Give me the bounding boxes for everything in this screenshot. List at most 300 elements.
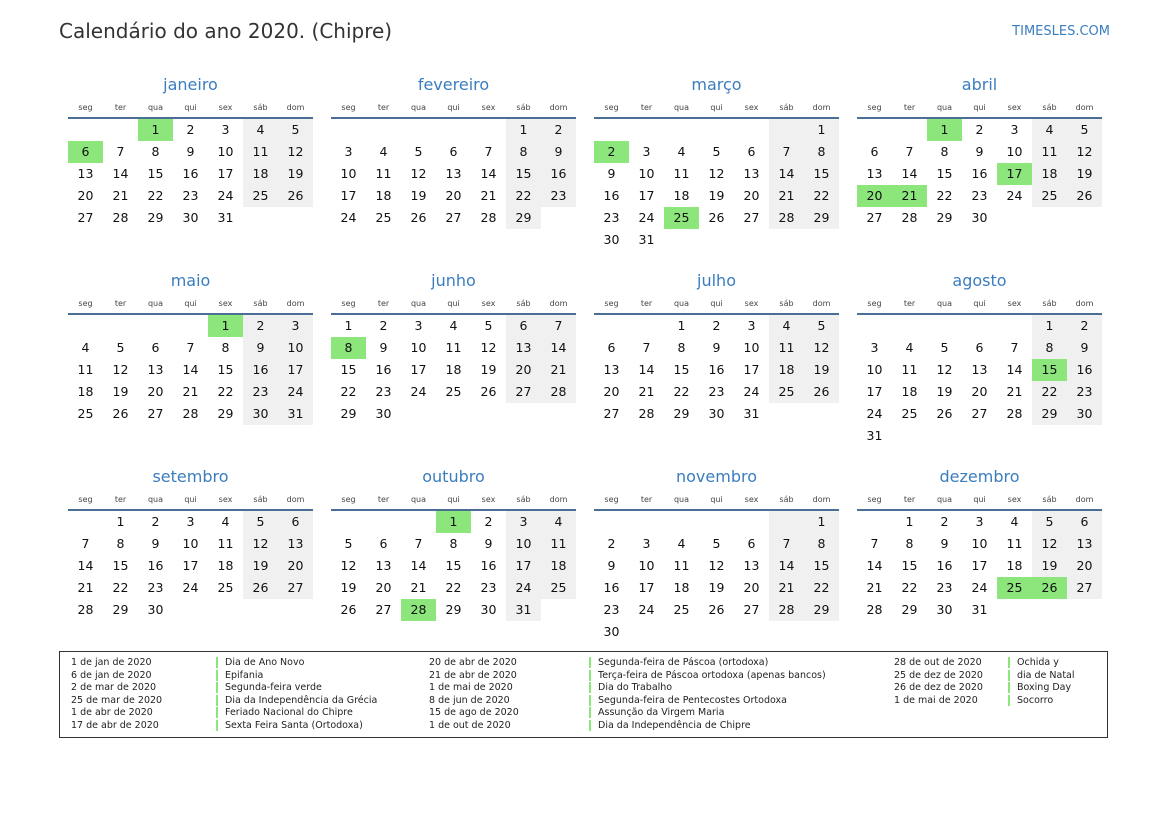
day-cell: 17 <box>410 362 427 377</box>
day-cell: 1 <box>677 318 686 333</box>
day-cell: 24 <box>1006 188 1023 203</box>
weekday-label: ter <box>903 103 916 112</box>
legend-holiday-name: Dia da Independência de Chipre <box>589 720 751 731</box>
legend-date: 1 de out de 2020 <box>429 719 511 731</box>
empty-cell <box>629 511 664 533</box>
day-cell: 12 <box>112 362 129 377</box>
day-cell: 11 <box>673 166 690 181</box>
day-cell: 9 <box>186 144 195 159</box>
weekday-label: sáb <box>253 299 268 308</box>
day-cell: 30 <box>480 602 497 617</box>
month-fevereiro <box>331 73 576 269</box>
day-cell: 28 <box>541 381 576 403</box>
day-cell: 21 <box>112 188 129 203</box>
day-cell: 6 <box>151 340 160 355</box>
empty-cell <box>331 511 366 533</box>
day-cell: 18 <box>243 163 278 185</box>
day-cell: 19 <box>112 384 129 399</box>
day-cell: 12 <box>278 141 313 163</box>
empty-cell <box>103 119 138 141</box>
day-cell: 13 <box>743 558 760 573</box>
day-cell: 7 <box>769 533 804 555</box>
weekday-label: qui <box>184 103 197 112</box>
day-cell: 28 <box>769 207 804 229</box>
day-cell: 30 <box>182 210 199 225</box>
day-cell: 19 <box>480 362 497 377</box>
day-cell: 15 <box>340 362 357 377</box>
weekday-label: qua <box>410 103 427 112</box>
day-cell: 2 <box>940 514 949 529</box>
day-cell: 3 <box>975 514 984 529</box>
empty-cell <box>68 511 103 533</box>
month-julho <box>594 269 839 465</box>
day-cell: 8 <box>804 533 839 555</box>
weekday-label: qui <box>447 495 460 504</box>
day-cell: 3 <box>186 514 195 529</box>
day-cell: 12 <box>936 362 953 377</box>
day-grid <box>68 315 313 425</box>
day-cell: 13 <box>866 166 883 181</box>
day-cell: 22 <box>901 580 918 595</box>
day-cell: 17 <box>866 384 883 399</box>
day-cell: 17 <box>278 359 313 381</box>
day-cell: 31 <box>278 403 313 425</box>
weekday-label: dom <box>812 495 831 504</box>
day-cell: 23 <box>375 384 392 399</box>
day-cell: 20 <box>506 359 541 381</box>
day-cell: 18 <box>673 580 690 595</box>
day-cell: 5 <box>278 119 313 141</box>
day-cell: 10 <box>217 144 234 159</box>
legend-holiday-name: Assunção da Virgem Maria <box>589 707 724 718</box>
day-cell: 1 <box>804 119 839 141</box>
month-setembro <box>68 465 313 661</box>
legend-date: 1 de jan de 2020 <box>71 657 152 668</box>
day-cell: 5 <box>116 340 125 355</box>
holiday-day: 6 <box>68 141 103 163</box>
month-name: dezembro <box>939 467 1020 486</box>
site-link[interactable]: TIMESLES.COM <box>1012 24 1110 39</box>
day-grid <box>331 119 576 229</box>
day-cell: 27 <box>866 210 883 225</box>
empty-cell <box>629 315 664 337</box>
day-cell: 18 <box>1006 558 1023 573</box>
weekday-label: qui <box>447 299 460 308</box>
day-cell: 13 <box>147 362 164 377</box>
day-cell: 17 <box>638 188 655 203</box>
weekday-label: dom <box>549 495 568 504</box>
weekday-label: qua <box>936 299 953 308</box>
weekday-label: seg <box>604 103 619 112</box>
day-cell: 20 <box>147 384 164 399</box>
weekday-label: dom <box>286 103 305 112</box>
weekday-label: sex <box>744 103 759 112</box>
day-cell: 11 <box>901 362 918 377</box>
day-cell: 15 <box>217 362 234 377</box>
day-cell: 12 <box>1032 533 1067 555</box>
legend-holiday-name: Boxing Day <box>1008 682 1071 693</box>
weekday-label: qua <box>673 495 690 504</box>
day-cell: 4 <box>769 315 804 337</box>
day-cell: 6 <box>975 340 984 355</box>
day-cell: 8 <box>506 141 541 163</box>
weekday-label: sáb <box>779 103 794 112</box>
day-cell: 11 <box>243 141 278 163</box>
day-cell: 15 <box>901 558 918 573</box>
day-cell: 9 <box>975 144 984 159</box>
day-cell: 26 <box>340 602 357 617</box>
day-cell: 2 <box>151 514 160 529</box>
day-cell: 5 <box>344 536 353 551</box>
month-name: outubro <box>422 467 485 486</box>
legend-date: 25 de dez de 2020 <box>894 669 983 681</box>
empty-cell <box>664 511 699 533</box>
legend-holiday-name: Sexta Feira Santa (Ortodoxa) <box>216 720 363 731</box>
day-cell: 7 <box>541 315 576 337</box>
day-cell: 2 <box>541 119 576 141</box>
day-cell: 19 <box>278 163 313 185</box>
day-cell: 25 <box>243 185 278 207</box>
month-name: junho <box>431 271 476 290</box>
day-cell: 30 <box>936 602 953 617</box>
day-cell: 13 <box>77 166 94 181</box>
day-grid <box>68 511 313 621</box>
day-cell: 2 <box>712 318 721 333</box>
day-cell: 28 <box>769 599 804 621</box>
day-cell: 9 <box>379 340 388 355</box>
weekday-label: qui <box>447 103 460 112</box>
day-cell: 16 <box>971 166 988 181</box>
day-cell: 17 <box>743 362 760 377</box>
weekday-label: dom <box>286 495 305 504</box>
day-cell: 9 <box>541 141 576 163</box>
weekday-header <box>68 491 313 511</box>
day-cell: 30 <box>971 210 988 225</box>
month-name: novembro <box>676 467 757 486</box>
empty-cell <box>68 315 103 337</box>
day-cell: 3 <box>221 122 230 137</box>
day-cell: 15 <box>673 362 690 377</box>
weekday-label: sex <box>218 495 233 504</box>
day-cell: 8 <box>116 536 125 551</box>
day-cell: 3 <box>747 318 756 333</box>
day-cell: 13 <box>743 166 760 181</box>
weekday-label: ter <box>640 495 653 504</box>
weekday-label: ter <box>903 495 916 504</box>
day-grid <box>857 511 1102 621</box>
legend-holiday-name: dia de Natal <box>1008 670 1075 681</box>
day-cell: 14 <box>410 558 427 573</box>
day-cell: 4 <box>449 318 458 333</box>
day-cell: 29 <box>673 406 690 421</box>
day-cell: 7 <box>870 536 879 551</box>
day-cell: 12 <box>804 337 839 359</box>
day-cell: 9 <box>607 166 616 181</box>
weekday-label: sáb <box>779 299 794 308</box>
day-cell: 17 <box>506 555 541 577</box>
weekday-label: seg <box>341 299 356 308</box>
day-cell: 5 <box>1067 119 1102 141</box>
weekday-label: dom <box>812 299 831 308</box>
day-cell: 7 <box>484 144 493 159</box>
day-cell: 28 <box>112 210 129 225</box>
weekday-label: sáb <box>516 299 531 308</box>
day-cell: 20 <box>1067 555 1102 577</box>
day-cell: 19 <box>1032 555 1067 577</box>
day-cell: 7 <box>414 536 423 551</box>
day-cell: 29 <box>147 210 164 225</box>
holiday-day: 1 <box>138 119 173 141</box>
day-cell: 24 <box>971 580 988 595</box>
day-cell: 6 <box>607 340 616 355</box>
holiday-day: 20 <box>857 185 892 207</box>
day-cell: 27 <box>971 406 988 421</box>
day-cell: 25 <box>77 406 94 421</box>
day-cell: 16 <box>603 188 620 203</box>
day-cell: 3 <box>1010 122 1019 137</box>
empty-cell <box>699 511 734 533</box>
day-cell: 29 <box>936 210 953 225</box>
day-cell: 22 <box>506 185 541 207</box>
legend-date: 2 de mar de 2020 <box>71 682 157 693</box>
empty-cell <box>857 119 892 141</box>
legend-dates-column <box>71 657 162 732</box>
day-cell: 4 <box>677 536 686 551</box>
empty-cell <box>962 315 997 337</box>
day-cell: 26 <box>243 577 278 599</box>
day-cell: 19 <box>804 359 839 381</box>
day-cell: 3 <box>278 315 313 337</box>
weekday-label: seg <box>78 299 93 308</box>
day-cell: 13 <box>603 362 620 377</box>
empty-cell <box>68 119 103 141</box>
day-cell: 10 <box>1006 144 1023 159</box>
legend-date: 8 de jun de 2020 <box>429 694 510 706</box>
day-cell: 11 <box>541 533 576 555</box>
day-cell: 4 <box>81 340 90 355</box>
weekday-label: qui <box>973 495 986 504</box>
day-cell: 9 <box>484 536 493 551</box>
day-cell: 27 <box>445 210 462 225</box>
day-cell: 1 <box>344 318 353 333</box>
day-cell: 14 <box>112 166 129 181</box>
day-cell: 22 <box>445 580 462 595</box>
day-cell: 13 <box>445 166 462 181</box>
day-cell: 3 <box>344 144 353 159</box>
day-cell: 6 <box>278 511 313 533</box>
weekday-label: seg <box>604 299 619 308</box>
day-cell: 16 <box>480 558 497 573</box>
legend-date: 26 de dez de 2020 <box>894 682 983 693</box>
day-cell: 7 <box>81 536 90 551</box>
day-cell: 10 <box>506 533 541 555</box>
holiday-day: 2 <box>594 141 629 163</box>
day-cell: 2 <box>607 536 616 551</box>
day-cell: 21 <box>638 384 655 399</box>
empty-cell <box>699 119 734 141</box>
day-cell: 23 <box>603 602 620 617</box>
weekday-label: dom <box>812 103 831 112</box>
day-cell: 12 <box>480 340 497 355</box>
day-cell: 1 <box>506 119 541 141</box>
weekday-label: sáb <box>516 495 531 504</box>
day-cell: 8 <box>151 144 160 159</box>
day-cell: 19 <box>243 555 278 577</box>
day-cell: 14 <box>182 362 199 377</box>
weekday-label: ter <box>640 299 653 308</box>
day-cell: 10 <box>638 166 655 181</box>
day-cell: 26 <box>1067 185 1102 207</box>
weekday-label: ter <box>640 103 653 112</box>
day-cell: 17 <box>182 558 199 573</box>
day-cell: 11 <box>445 340 462 355</box>
day-cell: 15 <box>804 555 839 577</box>
day-cell: 25 <box>375 210 392 225</box>
day-cell: 29 <box>804 599 839 621</box>
day-cell: 16 <box>936 558 953 573</box>
day-cell: 13 <box>971 362 988 377</box>
weekday-header <box>331 491 576 511</box>
legend-date: 21 de abr de 2020 <box>429 669 517 681</box>
day-cell: 27 <box>743 602 760 617</box>
day-cell: 26 <box>708 210 725 225</box>
day-cell: 16 <box>243 359 278 381</box>
empty-cell <box>138 315 173 337</box>
weekday-label: seg <box>867 495 882 504</box>
empty-cell <box>594 315 629 337</box>
day-cell: 2 <box>379 318 388 333</box>
day-cell: 24 <box>278 381 313 403</box>
day-cell: 28 <box>480 210 497 225</box>
day-cell: 14 <box>638 362 655 377</box>
day-cell: 31 <box>866 428 883 443</box>
weekday-label: seg <box>867 299 882 308</box>
day-cell: 13 <box>375 558 392 573</box>
weekday-label: sex <box>1007 299 1022 308</box>
day-cell: 20 <box>971 384 988 399</box>
day-cell: 10 <box>182 536 199 551</box>
weekday-label: seg <box>341 495 356 504</box>
day-cell: 27 <box>375 602 392 617</box>
day-cell: 2 <box>1067 315 1102 337</box>
empty-cell <box>769 119 804 141</box>
weekday-label: seg <box>867 103 882 112</box>
day-cell: 30 <box>375 406 392 421</box>
legend-holiday-name: Ochida y <box>1008 657 1059 668</box>
day-cell: 2 <box>243 315 278 337</box>
day-cell: 17 <box>340 188 357 203</box>
legend-names-column <box>589 657 826 732</box>
day-cell: 5 <box>712 144 721 159</box>
day-cell: 12 <box>243 533 278 555</box>
day-cell: 22 <box>804 185 839 207</box>
day-cell: 23 <box>541 185 576 207</box>
month-name: agosto <box>952 271 1007 290</box>
holiday-legend <box>59 651 1108 738</box>
day-cell: 28 <box>638 406 655 421</box>
month-abril <box>857 73 1102 269</box>
weekday-header <box>857 491 1102 511</box>
day-grid <box>331 315 576 425</box>
day-cell: 18 <box>1032 163 1067 185</box>
weekday-label: sáb <box>1042 103 1057 112</box>
day-cell: 27 <box>278 577 313 599</box>
day-cell: 24 <box>743 384 760 399</box>
empty-cell <box>401 119 436 141</box>
day-cell: 20 <box>445 188 462 203</box>
empty-cell <box>997 315 1032 337</box>
day-cell: 23 <box>603 210 620 225</box>
day-cell: 21 <box>182 384 199 399</box>
day-cell: 16 <box>1067 359 1102 381</box>
day-cell: 10 <box>340 166 357 181</box>
empty-cell <box>401 511 436 533</box>
day-cell: 29 <box>804 207 839 229</box>
day-grid <box>594 511 839 643</box>
empty-cell <box>892 315 927 337</box>
weekday-label: sáb <box>253 103 268 112</box>
day-cell: 9 <box>940 536 949 551</box>
weekday-label: ter <box>377 495 390 504</box>
legend-holiday-name: Dia do Trabalho <box>589 682 672 693</box>
day-cell: 4 <box>243 119 278 141</box>
day-cell: 8 <box>905 536 914 551</box>
day-cell: 4 <box>905 340 914 355</box>
weekday-label: qua <box>673 103 690 112</box>
empty-cell <box>103 315 138 337</box>
day-cell: 17 <box>217 166 234 181</box>
day-cell: 27 <box>77 210 94 225</box>
day-cell: 15 <box>112 558 129 573</box>
page-title: Calendário do ano 2020. (Chipre) <box>59 19 393 43</box>
day-cell: 3 <box>642 144 651 159</box>
day-cell: 9 <box>607 558 616 573</box>
legend-holiday-name: Dia de Ano Novo <box>216 657 304 668</box>
day-cell: 14 <box>901 166 918 181</box>
weekday-label: qua <box>147 299 164 308</box>
month-maio <box>68 269 313 465</box>
empty-cell <box>471 119 506 141</box>
weekday-label: seg <box>341 103 356 112</box>
legend-holiday-name: Dia da Independência da Grécia <box>216 695 377 706</box>
day-cell: 18 <box>541 555 576 577</box>
weekday-header <box>68 99 313 119</box>
day-cell: 18 <box>901 384 918 399</box>
day-cell: 26 <box>804 381 839 403</box>
day-cell: 4 <box>677 144 686 159</box>
day-cell: 22 <box>673 384 690 399</box>
month-name: março <box>691 75 742 94</box>
day-cell: 8 <box>449 536 458 551</box>
day-cell: 10 <box>971 536 988 551</box>
day-cell: 14 <box>769 163 804 185</box>
legend-dates-column <box>429 657 519 732</box>
day-cell: 10 <box>638 558 655 573</box>
day-cell: 24 <box>217 188 234 203</box>
weekday-label: sex <box>218 299 233 308</box>
weekday-label: sex <box>218 103 233 112</box>
empty-cell <box>927 315 962 337</box>
day-cell: 7 <box>1010 340 1019 355</box>
day-cell: 5 <box>804 315 839 337</box>
day-cell: 9 <box>243 337 278 359</box>
empty-cell <box>629 119 664 141</box>
day-cell: 19 <box>708 188 725 203</box>
weekday-label: dom <box>1075 495 1094 504</box>
day-cell: 25 <box>445 384 462 399</box>
legend-date: 17 de abr de 2020 <box>71 719 159 731</box>
day-cell: 19 <box>410 188 427 203</box>
